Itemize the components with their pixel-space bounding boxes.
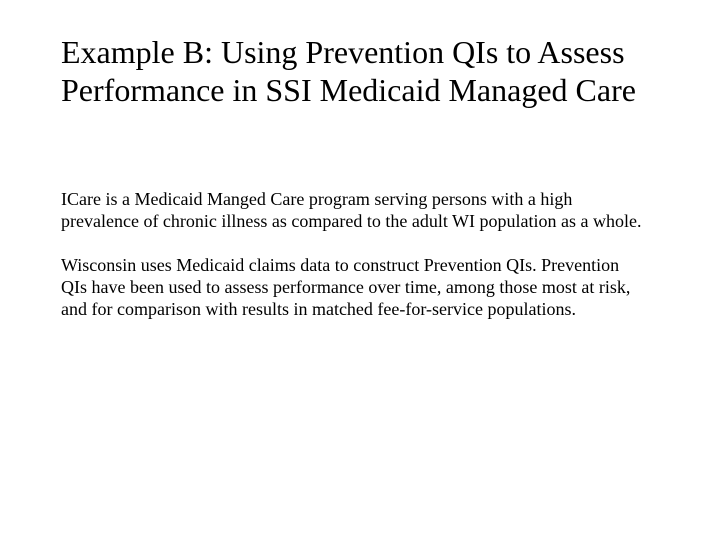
body-paragraph-icare: ICare is a Medicaid Manged Care program serving persons with a high prevalence of chronic illness as compared to the adult WI population as a whole.	[61, 189, 642, 231]
slide-title: Example B: Using Prevention QIs to Assess Performance in SSI Medicaid Managed Care	[61, 34, 636, 108]
slide-body	[61, 188, 661, 320]
body-paragraph-wisconsin: Wisconsin uses Medicaid claims data to construct Prevention QIs. Prevention QIs have been used to assess performance over time, among those most at risk, and for comparison with results in matched fee-for-service populations.	[61, 255, 631, 319]
